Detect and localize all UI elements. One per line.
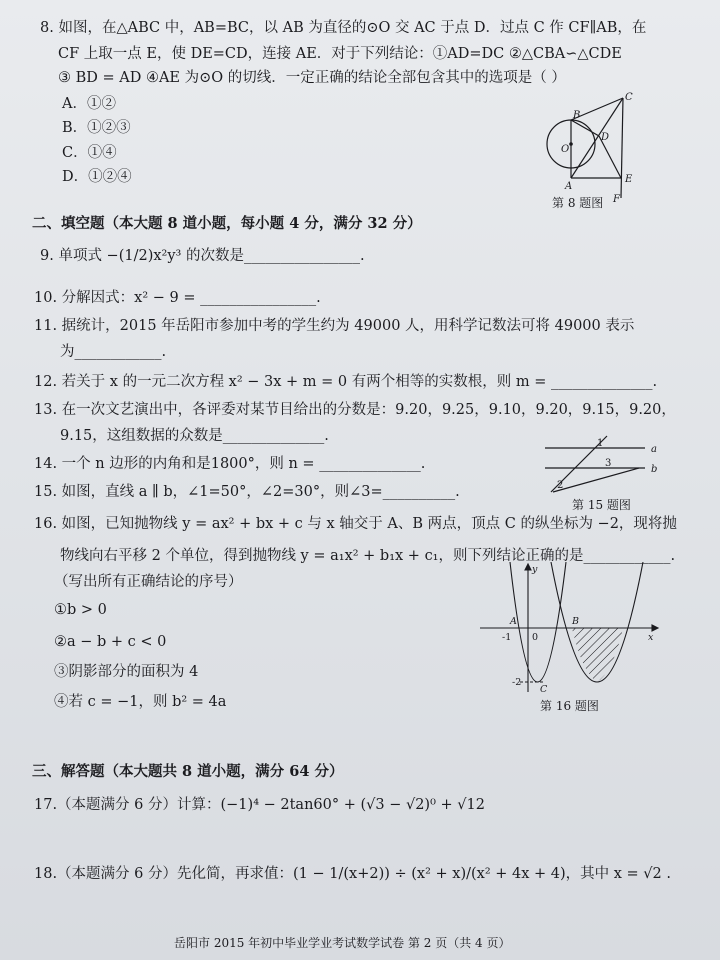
q10: 10. 分解因式：x² − 9 = ________________. [34, 290, 321, 306]
q13-line1: 13. 在一次文艺演出中，各评委对某节目给出的分数是：9.20，9.25，9.10，9.20，9.15，9.20， [34, 402, 676, 418]
q8-line-bd [571, 120, 599, 136]
q16-note: （写出所有正确结论的序号） [54, 574, 243, 590]
q8-line2: CF 上取一点 E，使 DE=CD，连接 AE．对于下列结论：①AD=DC ②△CBA∽△CDE [58, 46, 622, 62]
q16-label-x: x [648, 632, 654, 643]
q16-line1: 16. 如图，已知抛物线 y = ax² + bx + c 与 x 轴交于 A、B 两点，顶点 C 的纵坐标为 −2，现将抛 [34, 516, 677, 532]
q16-label-origin: 0 [532, 632, 539, 643]
q11-line1: 11. 据统计，2015 年岳阳市参加中考的学生约为 49000 人，用科学记数法可将 49000 表示 [34, 318, 635, 334]
q8-label-c: C [625, 92, 633, 103]
q16-conclusion-2: ②a − b + c < 0 [54, 634, 167, 650]
q16-label-b: B [572, 616, 579, 627]
q16-label-minus1: -1 [502, 632, 512, 643]
q15-angle-3: 3 [605, 458, 612, 469]
q9: 9. 单项式 −(1/2)x²y³ 的次数是________________. [40, 248, 365, 264]
q16-y-arrow [525, 564, 531, 570]
q16-caption: 第 16 题图 [540, 699, 599, 713]
q11-line2: 为____________. [60, 344, 167, 360]
q8-line3: ③ BD = AD ④AE 为⊙O 的切线．一定正确的结论全部包含其中的选项是（ ） [58, 70, 566, 86]
q13-line2: 9.15，这组数据的众数是______________. [60, 428, 329, 444]
q16-label-c: C [540, 684, 548, 694]
q16-conclusion-3: ③阴影部分的面积为 4 [54, 664, 199, 680]
q8-label-o: O [561, 144, 570, 155]
q15: 15. 如图，直线 a ∥ b，∠1=50°，∠2=30°，则∠3=__________. [34, 484, 460, 500]
q8-option-d: D．①②④ [62, 169, 132, 185]
q8-figure [535, 90, 645, 202]
q8-caption: 第 8 题图 [552, 196, 604, 210]
q14: 14. 一个 n 边形的内角和是1800°，则 n = ______________. [34, 456, 426, 472]
q16-x-arrow [652, 625, 658, 631]
q8-label-b: B [573, 110, 581, 121]
page-footer: 岳阳市 2015 年初中毕业学业考试数学试卷 第 2 页（共 4 页） [174, 936, 511, 950]
q8-option-c: C．①④ [62, 145, 117, 161]
q17: 17.（本题满分 6 分）计算：(−1)⁴ − 2tan60° + (√3 − √2)⁰ + √12 [34, 797, 485, 813]
q8-option-a: A．①② [62, 96, 116, 112]
q15-label-b: b [651, 464, 658, 475]
section3-title: 三、解答题（本大题共 8 道小题，满分 64 分） [32, 763, 344, 780]
q15-angle-2: 2 [557, 480, 564, 491]
q8-line1: 8. 如图，在△ABC 中，AB=BC，以 AB 为直径的⊙O 交 AC 于点 D．过点 C 作 CF∥AB，在 [40, 20, 647, 36]
q15-transversal-2 [553, 468, 639, 492]
q12: 12. 若关于 x 的一元二次方程 x² − 3x + m = 0 有两个相等的实数根，则 m = ______________. [34, 374, 658, 390]
q16-conclusion-1: ①b > 0 [54, 602, 107, 618]
q16-figure [480, 562, 660, 694]
q16-label-a: A [510, 616, 517, 627]
q8-label-d: D [601, 132, 610, 143]
q16-parabola-original [510, 562, 566, 682]
section2-title: 二、填空题（本大题 8 道小题，每小题 4 分，满分 32 分） [32, 215, 422, 232]
q15-caption: 第 15 题图 [572, 498, 631, 512]
q15-label-a: a [651, 444, 657, 455]
q8-line-cf [621, 98, 623, 198]
q8-center-dot [570, 143, 572, 145]
q15-angle-1: 1 [597, 438, 604, 449]
q16-label-minus2: -2 [512, 677, 522, 688]
q8-label-a: A [565, 181, 573, 192]
q8-label-e: E [625, 174, 633, 185]
q16-hatched-region [572, 628, 623, 682]
q15-figure [545, 432, 665, 498]
q18: 18.（本题满分 6 分）先化简，再求值：(1 − 1/(x+2)) ÷ (x² + x)/(x² + 4x + 4)，其中 x = √2 . [34, 866, 671, 882]
q16-conclusion-4: ④若 c = −1，则 b² = 4a [54, 694, 227, 710]
q16-label-y: y [532, 564, 538, 575]
q8-label-f: F [613, 194, 620, 202]
q16-line2: 物线向右平移 2 个单位，得到抛物线 y = a₁x² + b₁x + c₁，则下列结论正确的是____________. [60, 548, 676, 564]
q8-option-b: B．①②③ [62, 120, 131, 136]
